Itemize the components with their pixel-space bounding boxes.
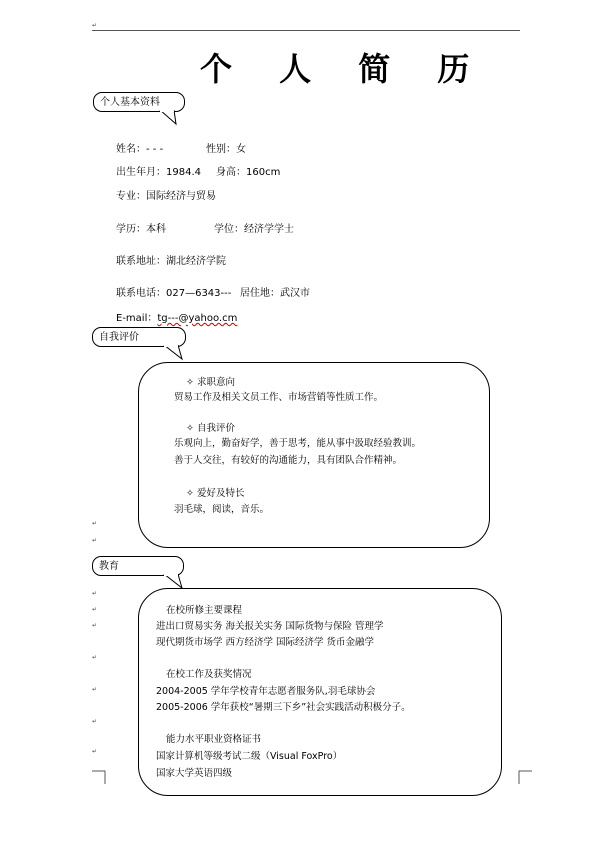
crop-mark: [92, 770, 106, 784]
page-title: 个 人 简 历: [200, 50, 488, 88]
paragraph-mark: ↵: [92, 686, 98, 693]
email-label: E-mail：: [116, 313, 158, 324]
self-assessment-line-2: 善于人交往，有较好的沟通能力，具有团队合作精神。: [174, 455, 403, 466]
name-field: 姓名：- - -: [116, 144, 164, 155]
job-intent-text: 贸易工作及相关文员工作、市场营销等性质工作。: [174, 392, 384, 403]
callout-self-eval: 自我评价: [92, 327, 186, 347]
paragraph-mark: ↵: [92, 718, 98, 725]
paragraph-mark: ↵: [92, 520, 98, 527]
hobbies-text: 羽毛球，阅读，音乐。: [174, 504, 270, 515]
paragraph-mark: ↵: [92, 622, 98, 629]
email-field: [116, 309, 237, 324]
hobbies-heading: 爱好及特长: [196, 488, 245, 499]
self-eval-heading: ✧ 爱好及特长: [186, 488, 245, 499]
callout-basic-info: 个人基本资料: [93, 92, 185, 112]
paragraph-mark: ↵: [92, 654, 98, 661]
self-eval-heading: ✧ 自我评价: [186, 423, 235, 434]
certs-line-1: 国家计算机等级考试二级（Visual FoxPro）: [156, 751, 343, 762]
callout-tail: [150, 110, 180, 126]
certs-line-2: 国家大学英语四级: [156, 768, 233, 779]
header-rule: [92, 30, 520, 31]
education-field: 学历：本科: [116, 224, 166, 235]
job-intent-heading: 求职意向: [196, 377, 235, 388]
height-field: 身高：160cm: [216, 167, 281, 178]
awards-line-1: 2004-2005 学年学校青年志愿者服务队,羽毛球协会: [156, 686, 376, 697]
paragraph-mark: ↵: [92, 537, 98, 544]
callout-education: 教育: [92, 556, 184, 576]
awards-line-2: 2005-2006 学年获校“暑期三下乡”社会实践活动积极分子。: [156, 702, 411, 713]
paragraph-mark: ↵: [92, 590, 98, 597]
crop-mark: [518, 770, 532, 784]
degree-field: 学位：经济学学士: [214, 224, 294, 235]
courses-line-2: 现代期货市场学 西方经济学 国际经济学 货币金融学: [156, 637, 375, 648]
paragraph-mark: ↵: [92, 606, 98, 613]
paragraph-mark: ↵: [92, 22, 98, 29]
courses-line-1: 进出口贸易实务 海关报关实务 国际货物与保险 管理学: [156, 621, 384, 632]
certs-heading: 能力水平职业资格证书: [166, 734, 262, 745]
phone-field: 联系电话：027—6343---: [116, 288, 232, 299]
self-eval-heading: ✧ 求职意向: [186, 377, 235, 388]
email-value[interactable]: tg---@yahoo.cm: [157, 313, 238, 324]
callout-tail: [156, 345, 186, 361]
address-field: 联系地址：湖北经济学院: [116, 256, 226, 267]
birth-field: 出生年月：1984.4: [116, 167, 201, 178]
paragraph-mark: ↵: [92, 748, 98, 755]
gender-field: 性别：女: [206, 144, 246, 155]
awards-heading: 在校工作及获奖情况: [166, 669, 252, 680]
self-assessment-line-1: 乐观向上，勤奋好学，善于思考，能从事中汲取经验教训。: [174, 438, 422, 449]
major-field: 专业：国际经济与贸易: [116, 191, 216, 202]
self-assessment-heading: 自我评价: [196, 423, 235, 434]
courses-heading: 在校所修主要课程: [166, 605, 243, 616]
residence-field: 居住地：武汉市: [240, 288, 310, 299]
